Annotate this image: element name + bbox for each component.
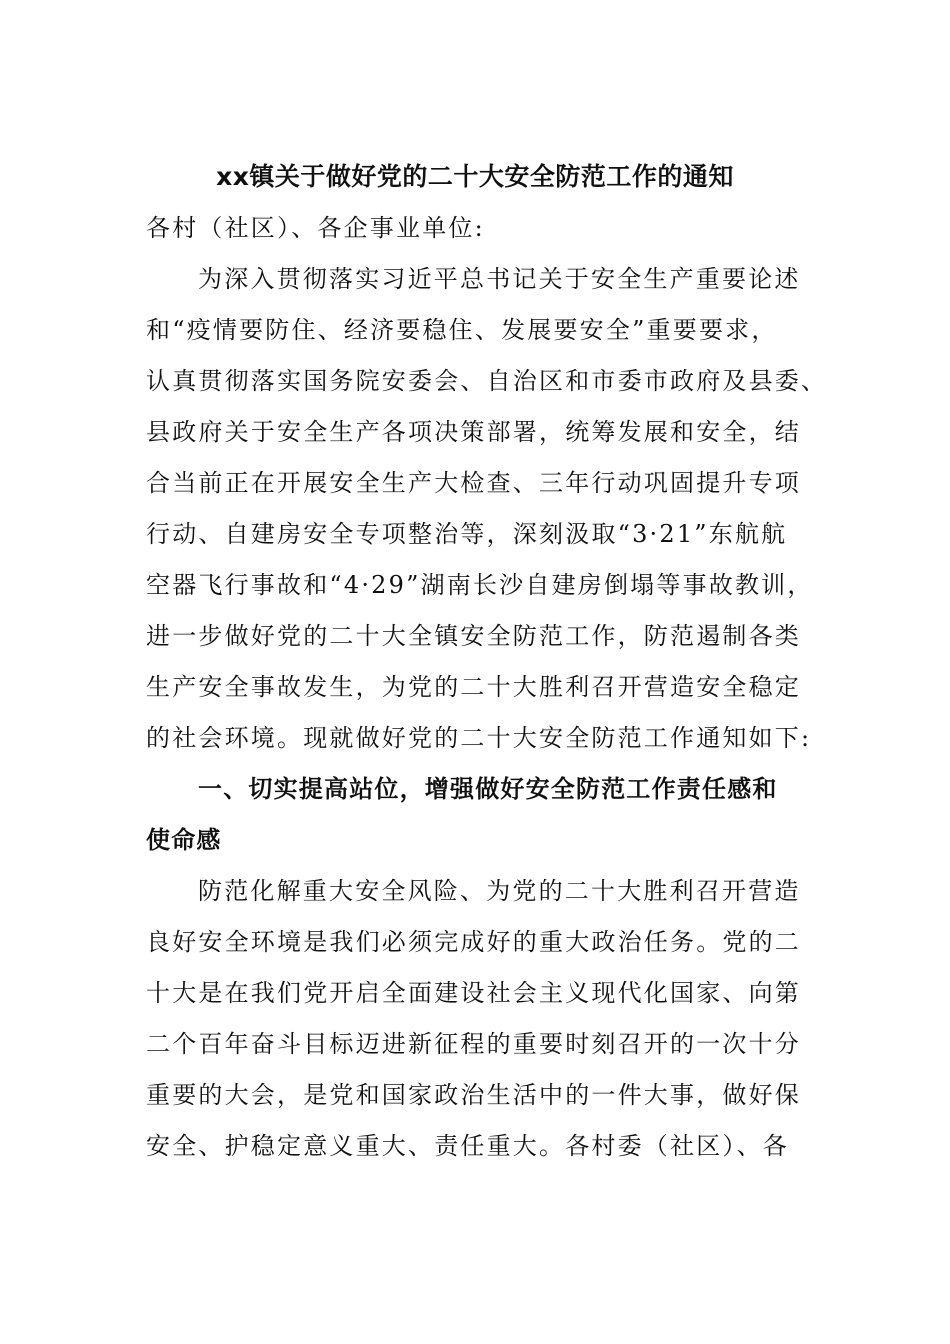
section-heading: 使命感 — [146, 826, 222, 854]
section-line: 良好安全环境是我们必须完成好的重大政治任务。党的二 — [146, 928, 801, 956]
section-line: 重要的大会，是党和国家政治生活中的一件大事，做好保 — [146, 1081, 801, 1109]
section-line: 防范化解重大安全风险、为党的二十大胜利召开营造 — [198, 877, 801, 905]
document-title: xx镇关于做好党的二十大安全防范工作的通知 — [216, 162, 734, 191]
salutation: 各村（社区）、各企事业单位: — [146, 214, 485, 242]
intro-line: 进一步做好党的二十大全镇安全防范工作，防范遏制各类 — [146, 622, 801, 650]
section-heading: 一、切实提高站位，增强做好安全防范工作责任感和 — [198, 775, 778, 803]
intro-line: 生产安全事故发生，为党的二十大胜利召开营造安全稳定 — [146, 673, 801, 701]
intro-line: 认真贯彻落实国务院安委会、自治区和市委市政府及县委、 — [146, 367, 828, 395]
section-line: 二个百年奋斗目标迈进新征程的重要时刻召开的一次十分 — [146, 1030, 801, 1058]
document-body — [146, 203, 828, 1172]
section-line: 十大是在我们党开启全面建设社会主义现代化国家、向第 — [146, 979, 801, 1007]
intro-line: 合当前正在开展安全生产大检查、三年行动巩固提升专项 — [146, 469, 801, 497]
section-line: 安全、护稳定意义重大、责任重大。各村委（社区）、各 — [146, 1132, 789, 1160]
intro-line: 空器飞行事故和“4·29”湖南长沙自建房倒塌等事故教训， — [146, 571, 814, 599]
intro-line: 和“疫情要防住、经济要稳住、发展要安全”重要要求， — [146, 316, 778, 344]
intro-line: 县政府关于安全生产各项决策部署，统筹发展和安全，结 — [146, 418, 801, 446]
intro-line: 为深入贯彻落实习近平总书记关于安全生产重要论述 — [198, 265, 801, 293]
intro-line: 行动、自建房安全专项整治等，深刻汲取“3·21”东航航 — [146, 520, 788, 548]
intro-line: 的社会环境。现就做好党的二十大安全防范工作通知如下: — [146, 724, 812, 752]
